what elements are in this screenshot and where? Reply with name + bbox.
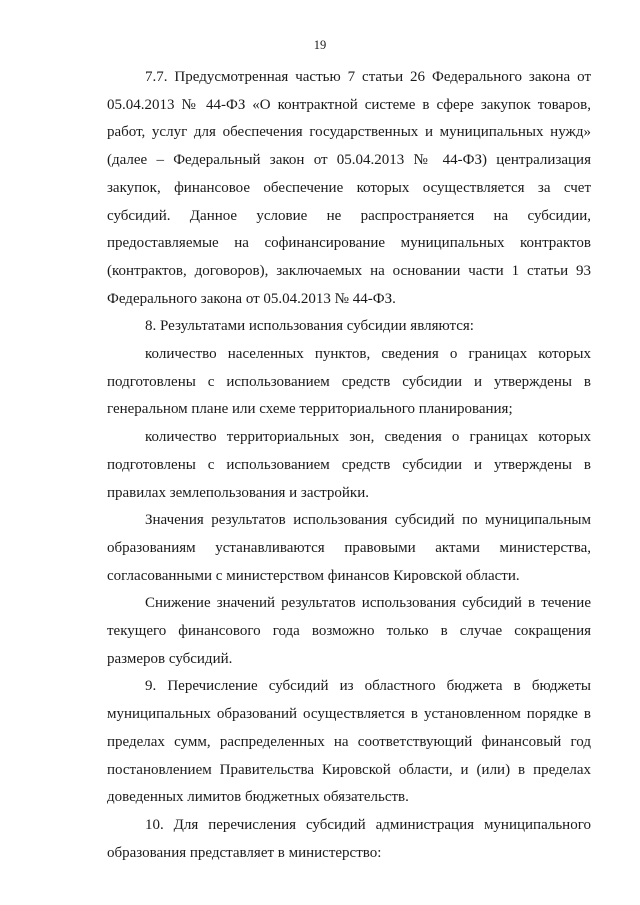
paragraph-result-reduction: Снижение значений результатов использования субсидий в течение текущего финансового года возможно только в случае сокращения размеров субсидий.: [107, 595, 591, 667]
paragraph-8-item-settlements: количество населенных пунктов, сведения о границах которых подготовлены с использованием средств субсидии и утверждены в генеральном плане или схеме территориального планирования;: [107, 346, 591, 418]
paragraph-8-item-zones: количество территориальных зон, сведения о границах которых подготовлены с использованием средств субсидии и утверждены в правилах землепользования и застройки.: [107, 429, 591, 501]
paragraph-9: 9. Перечисление субсидий из областного бюджета в бюджеты муниципальных образований осуществляется в установленном порядке в пределах сумм, распределенных на соответствующий финансовый год постановлением Правительства Кировской области, и (или) в пределах доведенных лимитов бюджетных обязательств.: [107, 678, 591, 806]
paragraph-10: 10. Для перечисления субсидий администрация муниципального образования представляет в министерство:: [107, 816, 591, 861]
paragraph-result-values: Значения результатов использования субсидий по муниципальным образованиям устанавливаются правовыми актами министерства, согласованными с министерством финансов Кировской области.: [107, 512, 591, 584]
paragraph-7-7: 7.7. Предусмотренная частью 7 статьи 26 Федерального закона от 05.04.2013 № 44-ФЗ «О контрактной системе в сфере закупок товаров, работ, услуг для обеспечения государственных и муниципальных нужд» (далее – Федеральный закон от 05.04.2013 № 44-ФЗ) централизация закупок, финансовое обеспечение которых осуществляется за счет субсидий. Данное условие не распространяется на субсидии, предоставляемые на софинансирование муниципальных контрактов (контрактов, договоров), заключаемых на основании части 1 статьи 93 Федерального закона от 05.04.2013 № 44-ФЗ.: [107, 69, 591, 307]
paragraph-8: 8. Результатами использования субсидии являются:: [145, 318, 474, 335]
document-body: [107, 64, 591, 867]
page-number: 19: [313, 38, 327, 52]
